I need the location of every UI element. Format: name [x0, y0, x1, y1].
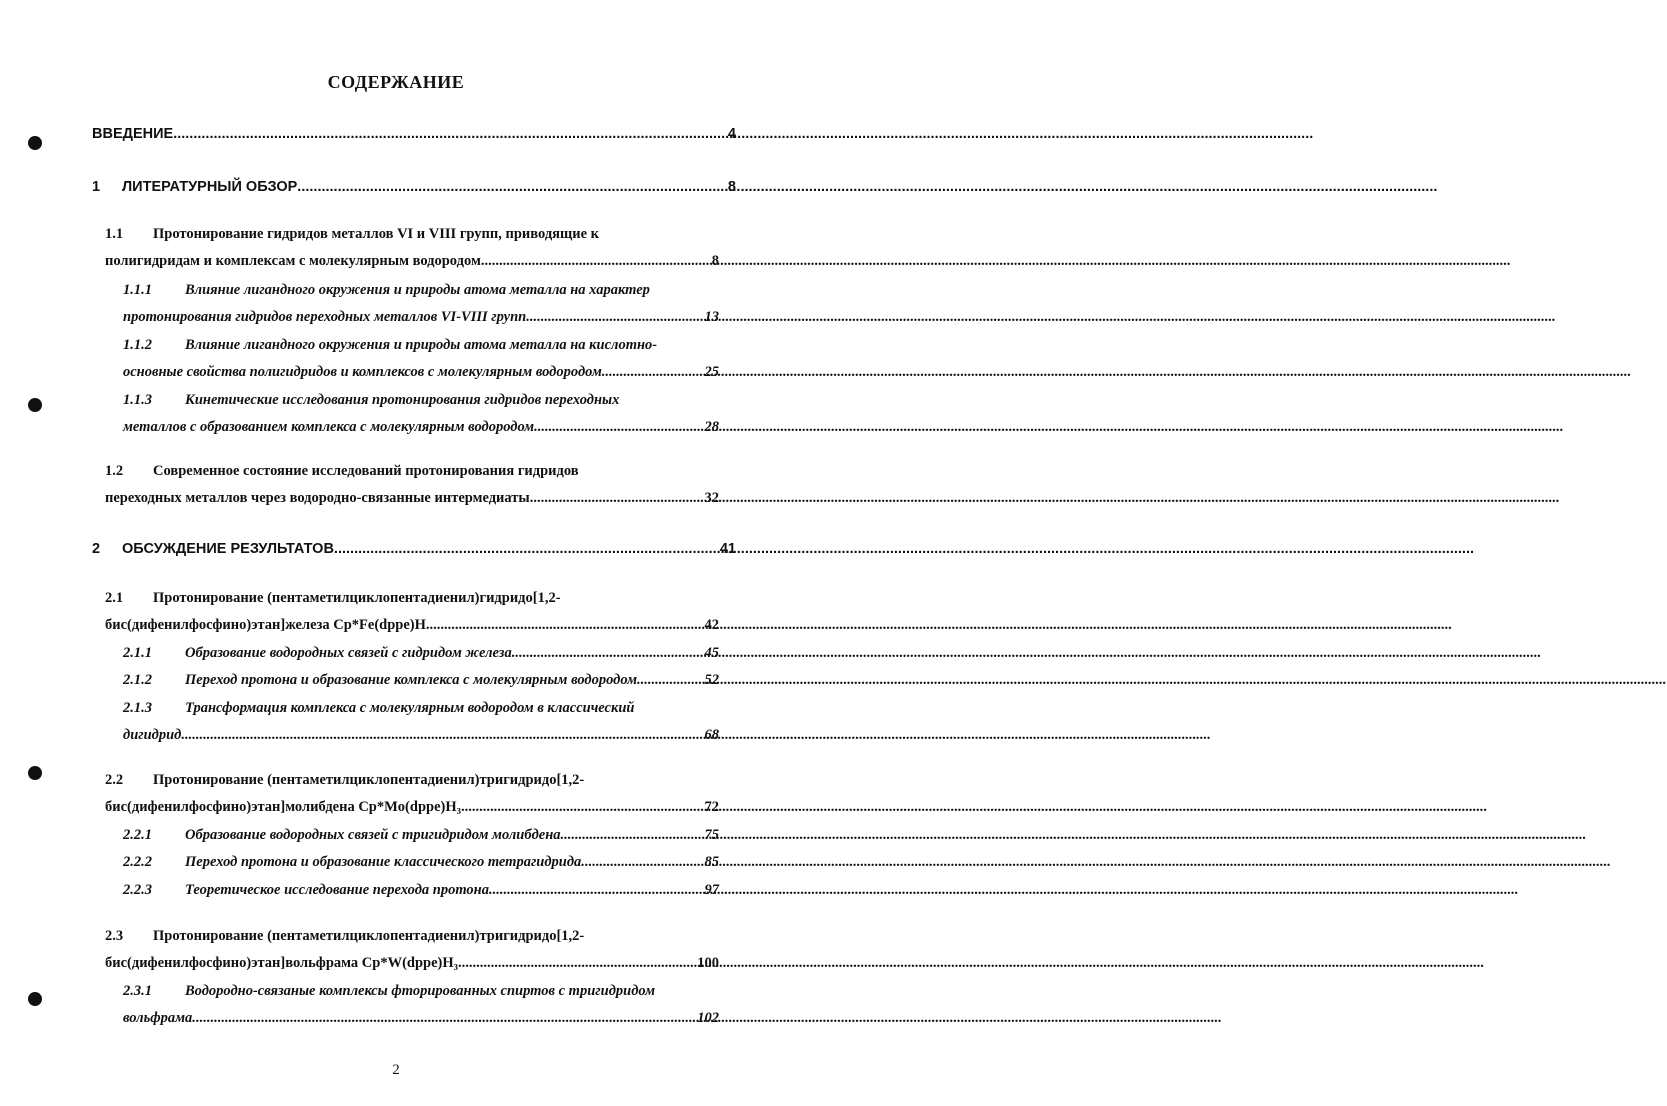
toc-number: 1.1	[105, 226, 124, 242]
toc-label: Трансформация комплекса с молекулярным водородом в классический	[185, 700, 635, 716]
toc-label: ВВЕДЕНИЕ	[92, 126, 174, 142]
toc-number: 1.1.3	[123, 392, 152, 408]
toc-page: 41	[719, 541, 736, 557]
toc-label: Протонирование (пентаметилциклопентадиенил)тригидридо[1,2-	[153, 928, 585, 944]
toc-entry-intro[interactable]	[92, 126, 736, 150]
toc-label: полигидридам и комплексам с молекулярным водородом.	[105, 253, 485, 269]
toc-page: 42	[704, 617, 719, 633]
toc-page: 72	[704, 799, 719, 815]
toc-page: 52	[704, 672, 719, 688]
toc-number: 2.3	[105, 928, 124, 944]
toc-entry-2-3-cont[interactable]	[105, 955, 719, 979]
toc-number: 1.1.2	[123, 337, 152, 353]
page-number: 2	[392, 1062, 400, 1078]
toc-entry-2-3[interactable]	[105, 928, 665, 952]
toc-entry-2-2-1[interactable]	[123, 827, 719, 851]
toc-entry-2-2[interactable]	[105, 772, 665, 796]
toc-label: Водородно-связаные комплексы фторированных спиртов с тригидридом	[185, 983, 656, 999]
toc-label: Теоретическое исследование перехода протона.	[185, 882, 493, 898]
toc-entry-2-1-1[interactable]	[123, 645, 719, 669]
binder-hole	[28, 398, 42, 412]
toc-label: Образование водородных связей с гидридом железа.	[185, 645, 516, 661]
toc-label: Образование водородных связей с тригидридом молибдена	[185, 827, 561, 843]
toc-entry-2-1-3-cont[interactable]	[123, 727, 719, 751]
toc-entry-1-1-2-cont[interactable]	[123, 364, 719, 388]
toc-label: Современное состояние исследований протонирования гидридов	[153, 463, 579, 479]
toc-entry-2-1-cont[interactable]	[105, 617, 719, 641]
toc-page: 28	[704, 419, 719, 435]
toc-label: Кинетические исследования протонирования гидридов переходных	[185, 392, 620, 408]
toc-label: бис(дифенилфосфино)этан]железа Cp*Fe(dppe)H	[105, 617, 426, 633]
binder-hole	[28, 136, 42, 150]
toc-entry-1-1-cont[interactable]	[105, 253, 719, 277]
document-page	[0, 0, 792, 1106]
toc-number: 2.3.1	[123, 983, 152, 999]
toc-entry-1-1[interactable]	[105, 226, 665, 250]
toc-number: 2.1.2	[123, 672, 152, 688]
toc-number: 2.2	[105, 772, 124, 788]
toc-page: 13	[704, 309, 719, 325]
toc-entry-1-1-2[interactable]	[123, 337, 719, 361]
toc-page: 32	[704, 490, 719, 506]
toc-label: ЛИТЕРАТУРНЫЙ ОБЗОР	[122, 179, 298, 195]
toc-entry-chapter-2[interactable]	[92, 541, 736, 565]
toc-entry-1-1-3[interactable]	[123, 392, 683, 416]
toc-number: 1.1.1	[123, 282, 152, 298]
toc-label: Переход протона и образование комплекса с молекулярным водородом.	[185, 672, 641, 688]
toc-label: Протонирование гидридов металлов VI и VIII групп, приводящие к	[153, 226, 600, 242]
binder-hole	[28, 766, 42, 780]
page-title: СОДЕРЖАНИЕ	[327, 72, 465, 92]
toc-entry-2-2-cont[interactable]	[105, 799, 719, 823]
toc-entry-1-1-3-cont[interactable]	[123, 419, 719, 443]
toc-number: 1.2	[105, 463, 124, 479]
toc-entry-1-1-1[interactable]	[123, 282, 713, 306]
toc-label: переходных металлов через водородно-связанные интермедиаты.	[105, 490, 534, 506]
toc-label: дигидрид.	[123, 727, 186, 743]
toc-number: 2.1	[105, 590, 124, 606]
toc-page: 45	[704, 645, 719, 661]
toc-page: 8	[727, 179, 736, 195]
toc-label: Протонирование (пентаметилциклопентадиенил)гидридо[1,2-	[153, 590, 561, 606]
toc-label: вольфрама.	[123, 1010, 196, 1026]
toc-number: 2.1.3	[123, 700, 152, 716]
toc-entry-2-3-1[interactable]	[123, 983, 719, 1007]
toc-number: 2.1.1	[123, 645, 152, 661]
toc-label: основные свойства полигидридов и комплексов с молекулярным водородом.	[123, 364, 606, 380]
toc-label: металлов с образованием комплекса с молекулярным водородом.	[123, 419, 538, 435]
toc-label: бис(дифенилфосфино)этан]вольфрама Cp*W(dppe)H₃	[105, 955, 459, 971]
toc-label: Влияние лигандного окружения и природы атома металла на кислотно-	[185, 337, 658, 353]
binder-hole	[28, 992, 42, 1006]
toc-page: 85	[704, 854, 719, 870]
toc-number: 2.2.1	[123, 827, 152, 843]
toc-label: протонирования гидридов переходных металлов VI-VIII групп.	[123, 309, 530, 325]
toc-page: 25	[704, 364, 719, 380]
toc-entry-2-1[interactable]	[105, 590, 665, 614]
toc-page: 4	[727, 126, 736, 142]
toc-page: 100	[697, 955, 719, 971]
toc-entry-2-3-1-cont[interactable]	[123, 1010, 719, 1034]
toc-page: 8	[711, 253, 719, 269]
toc-entry-2-1-2[interactable]	[123, 672, 719, 696]
toc-number: 1	[92, 179, 101, 195]
toc-page: 97	[704, 882, 719, 898]
toc-number: 2.2.3	[123, 882, 152, 898]
toc-label: Переход протона и образование классического тетрагидрида.	[185, 854, 585, 870]
toc-label: бис(дифенилфосфино)этан]молибдена Cp*Mo(dppe)H₃	[105, 799, 461, 815]
toc-entry-2-2-3[interactable]	[123, 882, 719, 906]
toc-entry-chapter-1[interactable]	[92, 179, 736, 203]
toc-page: 102	[697, 1010, 719, 1026]
toc-number: 2	[92, 541, 101, 557]
toc-label: Протонирование (пентаметилциклопентадиенил)тригидридо[1,2-	[153, 772, 585, 788]
toc-entry-2-2-2[interactable]	[123, 854, 719, 878]
toc-entry-1-2-cont[interactable]	[105, 490, 719, 514]
toc-page: 68	[704, 727, 719, 743]
toc-entry-1-2[interactable]	[105, 463, 665, 487]
toc-entry-1-1-1-cont[interactable]	[123, 309, 719, 333]
toc-entry-2-1-3[interactable]	[123, 700, 703, 724]
toc-page: 75	[704, 827, 719, 843]
toc-number: 2.2.2	[123, 854, 152, 870]
toc-label: Влияние лигандного окружения и природы атома металла на характер	[185, 282, 650, 298]
toc-label: ОБСУЖДЕНИЕ РЕЗУЛЬТАТОВ	[122, 541, 334, 557]
